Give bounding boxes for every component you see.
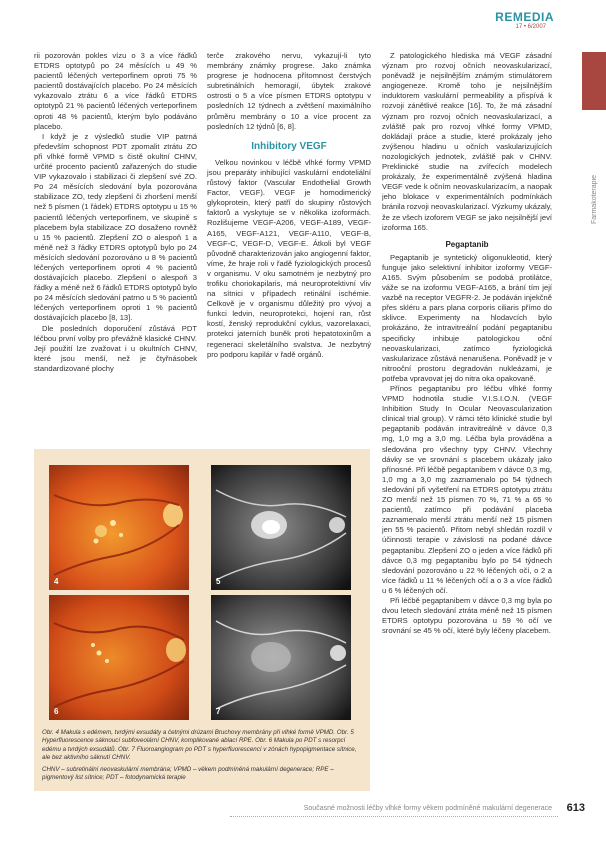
angiogram-photo-5 — [211, 465, 351, 590]
paragraph: I když je z výsledků studie VIP patrná především schopnost PDT zpomalit ztrátu ZO při vlhké formě VPMD s čistě okultní CHNV, určité procento pacientů zařazených do studie VIP vykazovalo i stabilizaci či zlepšení své ZO. Po 24 měsících sledování byla pozorována stabilizace ZO, tedy zlepšení či zhoršení menší než 5 písmen (1 řádek) ETDRS optotypu u 15 % pacientů léčených verteporfinem, ve skupině s placebem byla stabilizace ZO dosaženo rovněž u 15 % pacientů. Zlepšení ZO o alespoň 1 a méně než 3 řádky ETDRS optotypů bylo po 24 měsících sledování pozorováno u 8 % pacientů léčených verteporfinem oproti 4 % pacientů dostávajících placebo. Zlepšení o alespoň 3 řádky a méně než 6 řádků ETDRS optotypů bylo po 24 měsících sledování patrno u 5 % pacientů léčených verteporfinem oproti 1 % pacientů dostávajících placebo [8, 13]. — [34, 131, 197, 323]
figure-number: 7 — [216, 707, 221, 716]
caption-text: Obr. 4 Makula s edémem, tvrdými exsudáty a četnými drúzami Bruchovy membrány při vlhké formě VPMD. Obr. 5 Hyperfluorescence sáknoucí subfoveolární CHNV, komplikované ablací RPE. Obr. 6 Makula po PDT s resorpcí edému a tvrdých exsudátů. Obr. 7 Fluoroangiogram po PDT s hyperfluorescencí v zónách hypopigmentace sítnice, ale bez aktivního sáknutí CHNV. — [42, 729, 357, 762]
text-column-2 — [207, 51, 371, 360]
fundus-image — [49, 465, 189, 590]
fundus-image — [49, 595, 189, 720]
paragraph: Pegaptanib je syntetický oligonukleotid, který funguje jako selektivní inhibitor izoformy VEGF-A165. Svým působením se podobá protilátce, váže se na izoformu VEGF-A165, a brání tím její vazbě na receptor VEGFR-2. Je podáván injekčně přes skléru a pars plana corporis ciliaris přímo do sklivce. Experimenty na hlodavcích bylo prokázáno, že intravitreální podání pegaptanibu specificky inhibuje patologickou oční neovaskularizaci, zatímco fyziologická vaskularizace zůstává nenarušena. Poněvadž je v nitrooční prostoru degradován nukleázami, je potřeba vpravovat jej do nitra oka opakovaně. — [382, 252, 552, 383]
section-label: Farmakoterapie — [591, 175, 598, 225]
fundus-photo-4 — [49, 465, 189, 590]
section-heading: Inhibitory VEGF — [251, 140, 327, 152]
paragraph: Dle posledních doporučení zůstává PDT léčbou první volby pro převážně klasické CHNV. Její použití lze zvažovat i u okultních CHNV, které jsou menší, než je čtyřnásobek standardizované plochy — [34, 323, 197, 373]
angiogram-image — [211, 595, 351, 720]
figure-box — [34, 449, 370, 791]
paragraph: Z patologického hlediska má VEGF zásadní význam pro rozvoj očních neovaskularizací, poněvadž je nejsilnějším známým stimulátorem angiogeneze. Kromě toho je nejsilnějším induktorem vaskulární permeability a přispívá k rozvoji zánětlivé reakce [16]. To, že má zásadní význam pro rozvoj očních neovaskularizací, a zvláště pak pro rozvoj vlhké formy VPMD, dokládají práce a studie, které prokázaly jeho zvýšenou hladinu u očních vaskularizujících nozologických jednotek, zvláště pak v CHNV. Preklinické studie na zvířecích modelech prokázaly, že experimentálně zvýšená hladina VEGF vede k očním neovaskularizacím, a naopak jeho blokace v experimentálních podmínkách bránila rozvoji neovaskularizací. Výzkumy ukázaly, že ze všech izoforem VEGF se jako nejsilnější jeví izoforma 165. — [382, 51, 552, 232]
abbreviations-text: CHNV – subretinální neovaskulární membrána; VPMD – věkem podmíněná makulární degenerace; RPE – pigmentový list sítnice; PDT – fotodynamická terapie — [42, 765, 334, 782]
angiogram-photo-7 — [211, 595, 351, 720]
journal-brand: REMEDIA — [495, 10, 554, 24]
angiogram-image — [211, 465, 351, 590]
footer-divider — [230, 816, 558, 818]
paragraph: rii pozorován pokles vízu o 3 a více řádků ETDRS optotypů po 24 měsících u 49 % pacientů léčených verteporfinem oproti 75 % pacientů dostávajících placebo. Po 24 měsících vykazovalo ztrátu 6 a více řádků ETDRS optotypů 21 % pacientů léčených verteporfinem oproti 48 % pacientů, kterým bylo podáváno placebo. — [34, 51, 197, 131]
text-column-3 — [382, 51, 552, 636]
issue-number: 17 • 6/2007 — [515, 24, 546, 30]
page-number: 613 — [566, 802, 585, 814]
paragraph: terče zrakového nervu, vykazují-li tyto membrány známky progrese. Jako známka progrese je hodnocena přítomnost čerstvých subretinálních hemoragií, úbytek zrakové ostrosti o 5 a více písmen ETDRS optotypu v posledních 12 týdnech a zvětšení maximálního průměru membrány o 10 a více procent za posledních 12 týdnů [6, 8]. — [207, 51, 371, 131]
paragraph: Velkou novinkou v léčbě vlhké formy VPMD jsou preparáty inhibující vaskulární endoteliální růstový faktor (Vascular Endothelial Growth Factor, VEGF). VEGF je homodimerický glykoprotein, který patří do skupiny růstových faktorů a vyskytuje se v několika izoformách. Rozlišujeme VEGF-A206, VEGF-A189, VEGF-A165, VEGF-A121, VEGF-A110, VEGF-B, VEGF-C, VEGF-D, VEGF-E. Átkoli byl VEGF původně charakterizován jako angiogenní faktor, víme, že hraje roli v řadě fyziologických procesů v organismu. V oku samotném je nezbytný pro trofiku choriokapilaris, má neuroprotektivní vliv na sítnici v případech retinální ischémie. Celkově je v organismu důležitý pro vývoj a funkci ledvin, neuroprotekci, hojení ran, růst kostí, ženský reprodukční cyklus, vazorelaxaci, protekci jaterních buněk proti hepatotoxinům a regeneraci skeletálního svalstva. Je nezbytný pro podporu kapilár v řadě orgánů. — [207, 157, 371, 359]
running-title: Současné možnosti léčby vlhké formy věkem podmíněné makulární degenerace — [303, 805, 552, 812]
figure-number: 5 — [216, 577, 221, 586]
figure-caption — [42, 729, 364, 785]
section-tab-marker — [582, 52, 606, 110]
fundus-photo-6 — [49, 595, 189, 720]
section-heading: Pegaptanib — [445, 239, 489, 249]
paragraph: Při léčbě pegaptanibem v dávce 0,3 mg byla po dvou letech sledování ztráta méně než 15 písmen ETDRS optotypu pozorována u 59 % očí ve srovnání se 45 % očí, které byly léčeny placebem. — [382, 595, 552, 636]
figure-number: 4 — [54, 577, 59, 586]
figure-number: 6 — [54, 707, 59, 716]
paragraph: Přínos pegaptanibu pro léčbu vlhké formy VPMD hodnotila studie V.I.S.I.O.N. (VEGF Inhibition Study In Ocular Neovascularization clinical trial group). V rámci této klinické studie byl pegaptanib podáván intravitreálně v dávce 0,3 mg, 1,0 mg a 3,0 mg. Léčba byla prováděna a sledována pro všechny typy CHNV. Všechny dávky se ve srovnání s placebem ukázaly jako přínosné. Při léčbě pegaptanibem v dávce 0,3 mg, 1,0 mg a 3,0 mg zaznamenalo po 54 týdnech sledování při vyšetření na ETDRS optotypu ztrátu ZO menší než 15 písmen 70 %, 71 % a 65 % pacientů, zatímco při podávání placeba zaznamenalo menší ztrátu menší než 15 písmen jen 55 % pacientů. Přitom nebyl shledán rozdíl v účinnosti terapie v závislosti na podané dávce pegaptanibu. Zlepšení ZO o jeden a více řádků při dávce 0,3 mg pegaptanibu bylo po 54 týdnech sledování pozorováno u 22 % léčených očí, o 2 a více řádků u 11 % léčených očí a o 3 a více řádků u 6 % léčených očí. — [382, 384, 552, 595]
text-column-1 — [34, 51, 197, 374]
